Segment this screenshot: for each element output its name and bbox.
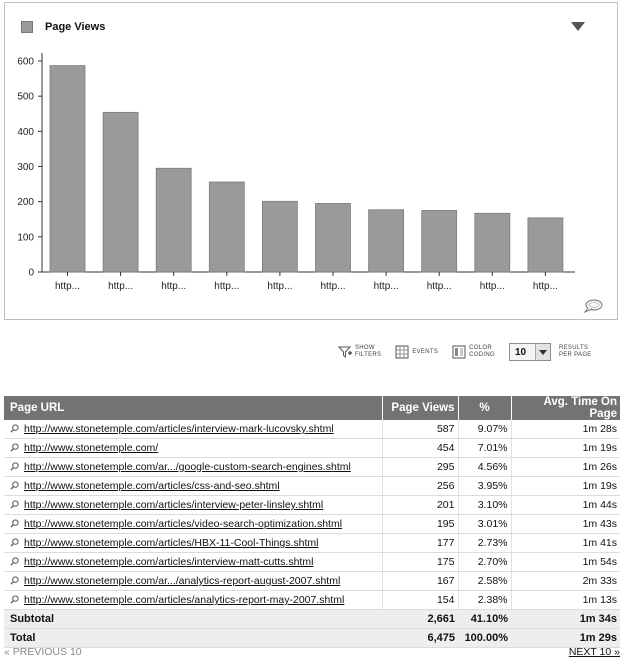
subtotal-label: Subtotal (4, 610, 382, 629)
percent-value: 4.56% (458, 458, 511, 477)
bar[interactable] (103, 112, 138, 272)
percent-value: 2.58% (458, 572, 511, 591)
calendar-grid-icon (395, 345, 409, 359)
page-views-table (4, 396, 620, 648)
total-avg-time: 1m 29s (511, 629, 620, 648)
color-coding-label-1: COLOR (469, 345, 492, 351)
table-body (4, 420, 620, 648)
avg-time-value: 1m 43s (511, 515, 620, 534)
color-coding-icon (452, 345, 466, 359)
url-cell (4, 496, 382, 515)
table-row (4, 591, 620, 610)
table-row (4, 477, 620, 496)
filter-icon (338, 345, 352, 359)
color-coding-label-2: CODING (469, 352, 495, 358)
percent-value: 7.01% (458, 439, 511, 458)
table-row (4, 458, 620, 477)
x-tick-label: http... (532, 281, 558, 292)
x-tick-label: http... (373, 281, 399, 292)
bar[interactable] (156, 168, 191, 272)
page-url-link[interactable]: http://www.stonetemple.com/articles/analytics-report-may-2007.shtml (24, 594, 345, 606)
column-header-page-url[interactable]: Page URL (4, 396, 382, 420)
avg-time-value: 1m 54s (511, 553, 620, 572)
page-views-value: 256 (382, 477, 458, 496)
column-header-percent[interactable]: % (458, 396, 511, 420)
show-filters-label-2: FILTERS (355, 352, 382, 358)
bar[interactable] (369, 210, 404, 272)
avg-time-value: 1m 13s (511, 591, 620, 610)
url-cell (4, 572, 382, 591)
bar[interactable] (422, 210, 457, 272)
bar[interactable] (528, 218, 563, 272)
magnifier-icon[interactable] (10, 500, 19, 509)
y-tick-label: 300 (17, 162, 34, 173)
page-url-link[interactable]: http://www.stonetemple.com/ar.../google-custom-search-engines.shtml (24, 461, 351, 473)
column-header-avg-time[interactable]: Avg. Time On Page (511, 396, 620, 420)
avg-time-value: 1m 19s (511, 477, 620, 496)
avg-time-value: 1m 26s (511, 458, 620, 477)
page-views-value: 175 (382, 553, 458, 572)
x-tick-label: http... (267, 281, 293, 292)
bar[interactable] (209, 182, 244, 272)
page-views-value: 201 (382, 496, 458, 515)
page-url-link[interactable]: http://www.stonetemple.com/articles/HBX-11-Cool-Things.shtml (24, 537, 319, 549)
x-tick-label: http... (214, 281, 240, 292)
page-views-value: 167 (382, 572, 458, 591)
avg-time-value: 1m 41s (511, 534, 620, 553)
table-row (4, 439, 620, 458)
url-cell (4, 591, 382, 610)
magnifier-icon[interactable] (10, 538, 19, 547)
magnifier-icon[interactable] (10, 519, 19, 528)
table-row (4, 553, 620, 572)
magnifier-icon[interactable] (10, 595, 19, 604)
url-cell (4, 439, 382, 458)
color-coding-button[interactable] (452, 345, 495, 359)
avg-time-value: 1m 28s (511, 420, 620, 439)
total-label: Total (4, 629, 382, 648)
avg-time-value: 1m 44s (511, 496, 620, 515)
x-tick-label: http... (426, 281, 452, 292)
x-tick-label: http... (161, 281, 187, 292)
page-url-link[interactable]: http://www.stonetemple.com/ar.../analytics-report-august-2007.shtml (24, 575, 341, 587)
results-per-page-label-1: RESULTS (558, 345, 589, 351)
page-url-link[interactable]: http://www.stonetemple.com/articles/video-search-optimization.shtml (24, 518, 343, 530)
table-row (4, 496, 620, 515)
percent-value: 2.38% (458, 591, 511, 610)
x-tick-label: http... (108, 281, 134, 292)
x-tick-label: http... (479, 281, 505, 292)
page-views-value: 177 (382, 534, 458, 553)
magnifier-icon[interactable] (10, 557, 19, 566)
page-views-value: 587 (382, 420, 458, 439)
results-per-page-value: 10 (514, 346, 527, 358)
next-page-link[interactable]: NEXT 10 » (568, 646, 620, 658)
y-tick-label: 500 (17, 91, 34, 103)
column-header-page-views[interactable]: Page Views (382, 396, 458, 420)
percent-value: 9.07% (458, 420, 511, 439)
subtotal-avg-time: 1m 34s (511, 610, 620, 629)
y-tick-label: 200 (17, 197, 34, 209)
chevron-down-icon[interactable] (535, 344, 550, 360)
events-button[interactable] (395, 345, 438, 359)
results-per-page-select[interactable] (509, 343, 551, 361)
url-cell (4, 553, 382, 572)
show-filters-button[interactable] (338, 345, 381, 359)
percent-value: 2.70% (458, 553, 511, 572)
percent-value: 3.10% (458, 496, 511, 515)
url-cell (4, 458, 382, 477)
bar-chart (5, 3, 619, 321)
page-url-link[interactable]: http://www.stonetemple.com/articles/interview-peter-linsley.shtml (24, 499, 324, 511)
report-toolbar (338, 340, 592, 364)
page-views-value: 195 (382, 515, 458, 534)
avg-time-value: 2m 33s (511, 572, 620, 591)
magnifier-icon[interactable] (10, 576, 19, 585)
magnifier-icon[interactable] (10, 462, 19, 471)
y-tick-label: 0 (28, 267, 34, 279)
chart-panel (4, 2, 618, 320)
page-url-link[interactable]: http://www.stonetemple.com/articles/interview-matt-cutts.shtml (24, 556, 314, 568)
page-views-value: 295 (382, 458, 458, 477)
bar[interactable] (262, 201, 297, 272)
url-cell (4, 534, 382, 553)
magnifier-icon[interactable] (10, 424, 19, 433)
url-cell (4, 477, 382, 496)
table-row (4, 420, 620, 439)
magnifier-icon[interactable] (10, 481, 19, 490)
total-percent: 100.00% (458, 629, 511, 648)
page-url-link[interactable]: http://www.stonetemple.com/articles/css-and-seo.shtml (24, 480, 280, 492)
table-row (4, 534, 620, 553)
bar[interactable] (50, 66, 85, 272)
x-tick-label: http... (54, 281, 81, 292)
bar[interactable] (316, 203, 351, 272)
previous-page-link: « PREVIOUS 10 (4, 646, 82, 658)
results-per-page-label-2: PER PAGE (558, 352, 592, 358)
subtotal-views: 2,661 (382, 610, 458, 629)
y-tick-label: 600 (17, 56, 34, 68)
table-row (4, 572, 620, 591)
page-views-value: 454 (382, 439, 458, 458)
page-url-link[interactable]: http://www.stonetemple.com/ (24, 442, 159, 454)
magnifier-icon[interactable] (10, 443, 19, 452)
comment-icon[interactable] (583, 299, 603, 313)
subtotal-percent: 41.10% (458, 610, 511, 629)
x-tick-label: http... (320, 281, 346, 292)
subtotal-row (4, 610, 620, 629)
total-row (4, 629, 620, 648)
percent-value: 3.95% (458, 477, 511, 496)
avg-time-value: 1m 19s (511, 439, 620, 458)
bar[interactable] (475, 213, 510, 272)
total-views: 6,475 (382, 629, 458, 648)
table-header-row (4, 396, 620, 420)
page-views-value: 154 (382, 591, 458, 610)
chart-title: Page Views (45, 21, 106, 33)
table-row (4, 515, 620, 534)
percent-value: 2.73% (458, 534, 511, 553)
y-tick-label: 100 (17, 232, 34, 244)
events-label: EVENTS (412, 348, 439, 355)
url-cell (4, 420, 382, 439)
show-filters-label-1: SHOW (355, 345, 375, 351)
page-url-link[interactable]: http://www.stonetemple.com/articles/interview-mark-lucovsky.shtml (24, 423, 334, 435)
percent-value: 3.01% (458, 515, 511, 534)
url-cell (4, 515, 382, 534)
y-tick-label: 400 (17, 126, 34, 138)
